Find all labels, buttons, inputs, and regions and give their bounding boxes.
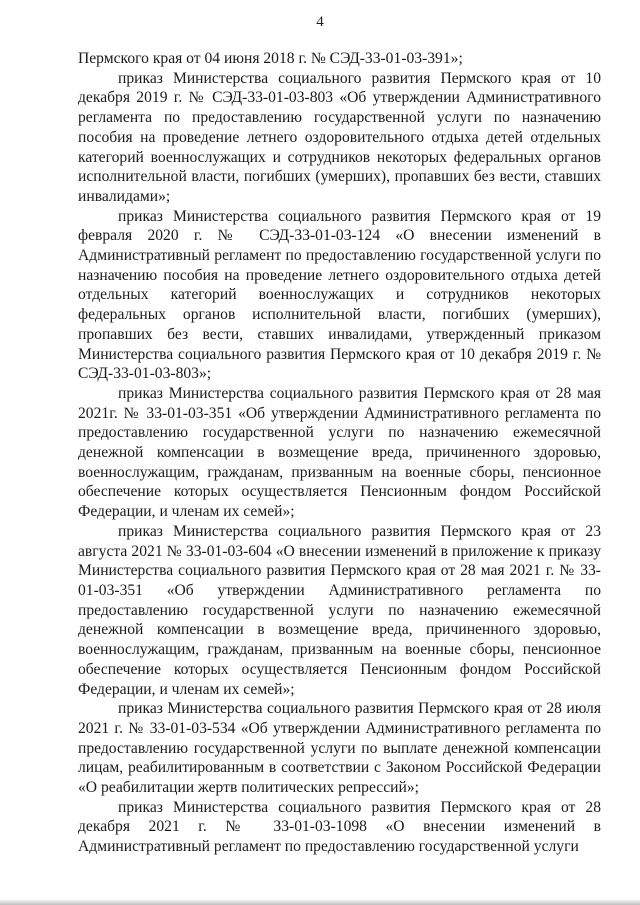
paragraph-order-2021-1098: приказ Министерства социального развития Пермского края от 28 декабря 2021 г. № 33-01-03-1098 «О внесении изменений в Административный регламент по предоставлению государственной услуги: [78, 798, 601, 856]
paragraph-order-2020-124: приказ Министерства социального развития Пермского края от 19 февраля 2020 г. № СЭД-33-01-03-124 «О внесении изменений в Административный регламент по предоставлению государственной услуги по назначению пособия на проведение летнего оздоровительного отдыха детей отдельных категорий военнослужащих и сотрудников некоторых федеральных органов исполнительной власти, погибших (умерших), пропавших без вести, ставших инвалидами, утвержденный приказом Министерства социального развития Пермского края от 10 декабря 2019 г. № СЭД-33-01-03-803»;: [78, 207, 601, 383]
paragraph-continuation: Пермского края от 04 июня 2018 г. № СЭД-33-01-03-391»;: [78, 50, 463, 67]
document-body: [78, 49, 601, 857]
paragraph-order-2021-534: приказ Министерства социального развития Пермского края от 28 июля 2021 г. № 33-01-03-534 «Об утверждении Административного регламента по предоставлению государственной услуги по выплате денежной компенсации лицам, реабилитированным в соответствии с Законом Российской Федерации «О реабилитации жертв политических репрессий»;: [78, 700, 601, 797]
scan-shadow-edge: [0, 899, 640, 905]
paragraph-order-2021-351: приказ Министерства социального развития Пермского края от 28 мая 2021г. № 33-01-03-351 «Об утверждении Административного регламента по предоставлению государственной услуги по назначению ежемесячной денежной компенсации в возмещение вреда, причиненного здоровью, военнослужащим, гражданам, призванным на военные сборы, пенсионное обеспечение которых осуществляется Пенсионным фондом Российской Федерации, и членам их семей»;: [78, 384, 601, 521]
paragraph-order-2019-803: приказ Министерства социального развития Пермского края от 10 декабря 2019 г. № СЭД-33-01-03-803 «Об утверждении Административного регламента по предоставлению государственной услуги по назначению пособия на проведение летнего оздоровительного отдыха детей отдельных категорий военнослужащих и сотрудников некоторых федеральных органов исполнительной власти, погибших (умерших), пропавших без вести, ставших инвалидами»;: [78, 69, 601, 205]
page-number: 4: [316, 14, 324, 30]
paragraph-order-2021-604: приказ Министерства социального развития Пермского края от 23 августа 2021 № 33-01-03-604 «О внесении изменений в приложение к приказу Министерства социального развития Пермского края от 28 мая 2021 г. № 33-01-03-351 «Об утверждении Административного регламента по предоставлению государственной услуги по назначению ежемесячной денежной компенсации в возмещение вреда, причиненного здоровью, военнослужащим, гражданам, призванным на военные сборы, пенсионное обеспечение которых осуществляется Пенсионным фондом Российской Федерации, и членам их семей»;: [78, 522, 601, 698]
